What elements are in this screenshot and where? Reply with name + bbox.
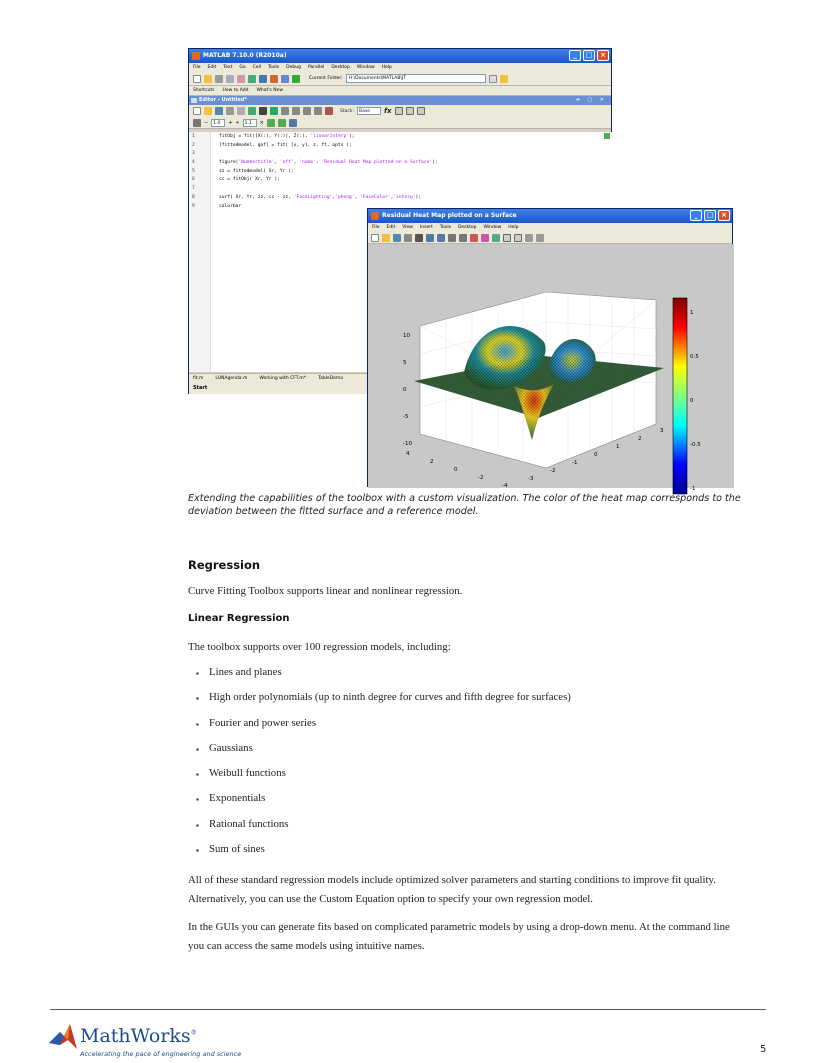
- code-text: zz = fittedmodel( Xr, Yr );: [219, 168, 294, 174]
- fig-menu-view[interactable]: View: [402, 225, 413, 230]
- editor-undo-icon[interactable]: [248, 107, 256, 115]
- y-tick-label: 0: [594, 452, 598, 458]
- list-item: ▪ Exponentials: [196, 792, 571, 817]
- pan-icon[interactable]: [448, 234, 456, 242]
- figure-title-bar: [368, 209, 732, 223]
- list-item-text: Exponentials: [209, 792, 266, 805]
- cell-value-input-2[interactable]: 1.1: [243, 119, 257, 127]
- menu-cell[interactable]: Cell: [252, 65, 262, 70]
- help-icon[interactable]: [292, 75, 300, 83]
- menu-edit[interactable]: Edit: [207, 65, 217, 70]
- matlab-toolbar: [189, 72, 611, 86]
- redo-icon[interactable]: [259, 75, 267, 83]
- editor-open-icon[interactable]: [204, 107, 212, 115]
- stack-dropdown[interactable]: Base: [357, 107, 381, 115]
- code-text: [211, 150, 219, 159]
- menu-parallel[interactable]: Parallel: [307, 65, 325, 70]
- run-icon[interactable]: [270, 107, 278, 115]
- fig-menu-edit[interactable]: Edit: [386, 225, 396, 230]
- matlab-window-title: MATLAB 7.10.0 (R2010a): [203, 52, 287, 59]
- fig-pointer-icon[interactable]: [415, 234, 423, 242]
- list-item-text: Lines and planes: [209, 666, 282, 678]
- stack-label: Stack:: [340, 108, 354, 114]
- eval-advance-icon[interactable]: [278, 119, 286, 127]
- doc-tab[interactable]: LUNAgenda.m: [215, 376, 248, 381]
- figure-toolbar: [368, 232, 732, 244]
- figure-minimize-button[interactable]: _: [690, 210, 702, 221]
- colorbar-tick-label: -1: [690, 486, 696, 492]
- list-item-text: Fourier and power series: [209, 716, 317, 729]
- code-lines: [189, 133, 613, 211]
- doc-tab[interactable]: TableDemo: [318, 376, 344, 381]
- cell-help-icon[interactable]: [289, 119, 297, 127]
- editor-title: Editor - Untitled*: [199, 97, 247, 103]
- cut-icon[interactable]: [215, 75, 223, 83]
- menu-debug[interactable]: Debug: [286, 65, 301, 70]
- show-tools-icon[interactable]: [536, 234, 544, 242]
- list-item-text: Gaussians: [209, 741, 253, 754]
- code-line[interactable]: [189, 150, 613, 159]
- maximize-button[interactable]: □: [583, 50, 595, 61]
- y-tick-label: -1: [572, 460, 578, 466]
- footer-divider: [50, 1009, 766, 1010]
- z-tick-label: -5: [403, 414, 409, 420]
- cell-toolbar: [189, 117, 611, 129]
- line-number: 6: [192, 177, 195, 183]
- fig-menu-help[interactable]: Help: [508, 225, 519, 230]
- shortcuts-bar: [189, 86, 611, 96]
- function-icon[interactable]: fx: [383, 107, 392, 115]
- hide-tools-icon[interactable]: [525, 234, 533, 242]
- code-line[interactable]: [189, 176, 613, 185]
- code-text: [211, 185, 219, 194]
- line-number: 8: [192, 194, 195, 200]
- cell-value-input-1[interactable]: 1.0: [211, 119, 225, 127]
- plus-icon[interactable]: +: [228, 119, 233, 126]
- open-folder-icon[interactable]: [204, 75, 212, 83]
- section-heading: Regression: [188, 558, 261, 572]
- figure-menu-bar: [368, 223, 732, 232]
- list-item-text: Rational functions: [209, 817, 289, 830]
- undo-icon[interactable]: [248, 75, 256, 83]
- matlab-app-icon: [192, 52, 200, 60]
- line-number: 1: [192, 134, 195, 139]
- menu-text[interactable]: Text: [223, 65, 233, 70]
- editor-title-bar: [189, 96, 611, 105]
- list-item: ▪ Weibull functions: [196, 767, 571, 792]
- tile-layout-icon[interactable]: [395, 107, 403, 115]
- code-line[interactable]: [189, 168, 613, 177]
- x-tick-label: -2: [478, 475, 484, 481]
- intro-paragraph: Curve Fitting Toolbox supports linear and nonlinear regression.: [188, 585, 463, 597]
- x-tick-label: 2: [430, 459, 434, 465]
- code-line[interactable]: [189, 185, 613, 194]
- list-item: ▪ Gaussians: [196, 742, 571, 767]
- figure-maximize-button[interactable]: □: [704, 210, 716, 221]
- figure-window: [367, 208, 733, 492]
- menu-tools[interactable]: Tools: [268, 65, 280, 70]
- y-tick-label: 1: [616, 444, 620, 450]
- data-cursor-icon[interactable]: [470, 234, 478, 242]
- code-text: fitObj = fit([X(:), Y(:)], Z(:), 'linearinterp');: [219, 134, 355, 139]
- colorbar-toggle-icon[interactable]: [503, 234, 511, 242]
- editor-window-controls[interactable]: ⇥ ▢ ✕: [575, 97, 607, 103]
- binoculars-icon[interactable]: [259, 107, 267, 115]
- breakpoint-icon[interactable]: [281, 107, 289, 115]
- y-tick-label: -2: [550, 468, 556, 474]
- line-number: 7: [192, 186, 195, 192]
- colorbar-tick-label: 1: [690, 310, 694, 316]
- whats-new-link[interactable]: What's New: [256, 88, 284, 93]
- step-icon[interactable]: [292, 107, 300, 115]
- page-number: 5: [760, 1044, 767, 1055]
- shortcuts-label[interactable]: Shortcuts: [193, 88, 215, 93]
- matlab-menu-bar: [189, 63, 611, 72]
- figure-app-icon: [371, 212, 379, 220]
- paragraph-gui: In the GUIs you can generate fits based on complicated parametric models by using a drop-down menu. At the command line you can access the same models using intuitive names.: [188, 921, 730, 952]
- legend-toggle-icon[interactable]: [514, 234, 522, 242]
- cell-mode-icon[interactable]: [193, 119, 201, 127]
- figure-window-title: Residual Heat Map plotted on a Surface: [382, 212, 517, 219]
- step-out-icon[interactable]: [314, 107, 322, 115]
- current-folder-label: Current Folder:: [309, 76, 343, 81]
- z-tick-label: 5: [403, 360, 407, 366]
- list-item: ▪ Lines and planes: [196, 666, 571, 691]
- editor-copy-icon[interactable]: [237, 107, 245, 115]
- fig-print-icon[interactable]: [404, 234, 412, 242]
- colorbar-tick-label: 0.5: [690, 354, 699, 360]
- z-tick-label: 10: [403, 333, 410, 339]
- fig-menu-tools[interactable]: Tools: [439, 225, 451, 230]
- x-tick-label: 4: [406, 451, 410, 457]
- exit-debug-icon[interactable]: [325, 107, 333, 115]
- doc-tab[interactable]: Working with CFT.m*: [259, 376, 307, 381]
- minimize-button[interactable]: _: [569, 50, 581, 61]
- fig-menu-file[interactable]: File: [372, 225, 380, 230]
- divide-icon[interactable]: ÷: [235, 119, 240, 126]
- editor-icon: [191, 98, 197, 103]
- subheading: Linear Regression: [188, 613, 290, 624]
- code-text: cc = fitObj( Xr, Yr );: [219, 177, 280, 183]
- menu-window[interactable]: Window: [356, 65, 375, 70]
- line-number: 5: [192, 168, 195, 174]
- close-button[interactable]: ×: [597, 50, 609, 61]
- editor-new-icon[interactable]: [193, 107, 201, 115]
- logo-registered-mark: ®: [190, 1029, 197, 1037]
- brush-icon[interactable]: [481, 234, 489, 242]
- line-number: 2: [192, 142, 195, 148]
- editor-toolbar: [189, 105, 611, 117]
- browse-folder-icon[interactable]: [500, 75, 508, 83]
- code-line[interactable]: [189, 142, 613, 151]
- float-layout-icon[interactable]: [417, 107, 425, 115]
- paragraph-solver: All of these standard regression models include optimized solver parameters and starting conditions to improve fit quality. Alternatively, you can use the Custom Equation option to specify your own regression model.: [188, 874, 716, 905]
- list-item: ▪ Rational functions: [196, 818, 571, 843]
- menu-help[interactable]: Help: [381, 65, 392, 70]
- x-tick-label: 0: [454, 467, 458, 473]
- doc-tab[interactable]: fit.m: [193, 376, 204, 381]
- current-folder-input[interactable]: H:\Documents\MATLAB\JT: [346, 74, 486, 83]
- new-file-icon[interactable]: [193, 75, 201, 83]
- editor-cut-icon[interactable]: [226, 107, 234, 115]
- figure-caption: Extending the capabilities of the toolbox with a custom visualization. The color of the heat map corresponds to the deviation between the fitted surface and a reference model.: [188, 493, 741, 517]
- z-tick-label: 0: [403, 387, 407, 393]
- editor-save-icon[interactable]: [215, 107, 223, 115]
- matlab-title-bar: [189, 49, 611, 63]
- fig-menu-insert[interactable]: Insert: [419, 225, 433, 230]
- list-item-text: Sum of sines: [209, 843, 265, 856]
- zoom-out-icon[interactable]: [437, 234, 445, 242]
- step-in-icon[interactable]: [303, 107, 311, 115]
- code-line[interactable]: [189, 133, 613, 142]
- regression-model-list: [196, 666, 571, 868]
- start-label: Start: [193, 385, 208, 391]
- paste-icon[interactable]: [237, 75, 245, 83]
- list-item: ▪ High order polynomials (up to ninth degree for curves and fifth degree for surfaces): [196, 691, 571, 716]
- membrane-icon: [48, 1023, 78, 1051]
- rotate-icon[interactable]: [459, 234, 467, 242]
- decrement-icon[interactable]: −: [204, 119, 209, 126]
- list-intro-paragraph: The toolbox supports over 100 regression models, including:: [188, 641, 451, 653]
- code-text: colorbar: [219, 203, 242, 209]
- z-tick-label: -10: [403, 441, 412, 447]
- how-to-add-link[interactable]: How to Add: [222, 88, 249, 93]
- figure-close-button[interactable]: ×: [718, 210, 730, 221]
- y-tick-label: 3: [660, 428, 664, 434]
- y-tick-label: -3: [528, 476, 534, 482]
- split-layout-icon[interactable]: [406, 107, 414, 115]
- menu-go[interactable]: Go: [239, 65, 246, 70]
- fig-menu-window[interactable]: Window: [483, 225, 502, 230]
- logo-tagline: Accelerating the pace of engineering and science: [80, 1050, 242, 1058]
- code-line[interactable]: [189, 159, 613, 168]
- eval-cell-icon[interactable]: [267, 119, 275, 127]
- surface-plot: [368, 244, 734, 492]
- multiply-icon[interactable]: ×: [259, 119, 264, 126]
- list-item: ▪ Sum of sines: [196, 843, 571, 868]
- list-item-text: Weibull functions: [209, 767, 286, 780]
- menu-desktop[interactable]: Desktop: [331, 65, 350, 70]
- colorbar: [673, 298, 687, 494]
- colorbar-tick-label: -0.5: [690, 442, 701, 448]
- colorbar-tick-label: 0: [690, 398, 694, 404]
- guide-icon[interactable]: [281, 75, 289, 83]
- line-number: 4: [192, 160, 195, 166]
- folder-dropdown-icon[interactable]: [489, 75, 497, 83]
- line-number: 3: [192, 151, 195, 157]
- logo-word: MathWorks: [80, 1025, 191, 1047]
- fig-new-icon[interactable]: [371, 234, 379, 242]
- code-text: [fittedmodel, gof] = fit( [x, y], z, ft, opts );: [219, 142, 352, 148]
- copy-icon[interactable]: [226, 75, 234, 83]
- code-text: surf( Xr, Yr, zz, cc - zz, 'FaceLighting','phong', 'FaceColor','interp');: [219, 194, 422, 200]
- fig-open-icon[interactable]: [382, 234, 390, 242]
- y-tick-label: 2: [638, 436, 642, 442]
- zoom-in-icon[interactable]: [426, 234, 434, 242]
- link-icon[interactable]: [492, 234, 500, 242]
- menu-file[interactable]: File: [193, 65, 201, 70]
- line-number: 9: [192, 203, 195, 209]
- fig-menu-desktop[interactable]: Desktop: [457, 225, 477, 230]
- code-line[interactable]: [189, 194, 613, 203]
- simulink-icon[interactable]: [270, 75, 278, 83]
- x-tick-label: -4: [502, 483, 508, 489]
- figure-canvas[interactable]: [368, 244, 734, 492]
- mathworks-logo: [48, 1025, 248, 1063]
- list-item-text: High order polynomials (up to ninth degree for curves and fifth degree for surfaces): [209, 691, 571, 704]
- code-text: figure('Numbertitle', 'off', 'name', 'Residual Heat Map plotted on a Surface');: [219, 160, 438, 166]
- fig-save-icon[interactable]: [393, 234, 401, 242]
- list-item: ▪ Fourier and power series: [196, 717, 571, 742]
